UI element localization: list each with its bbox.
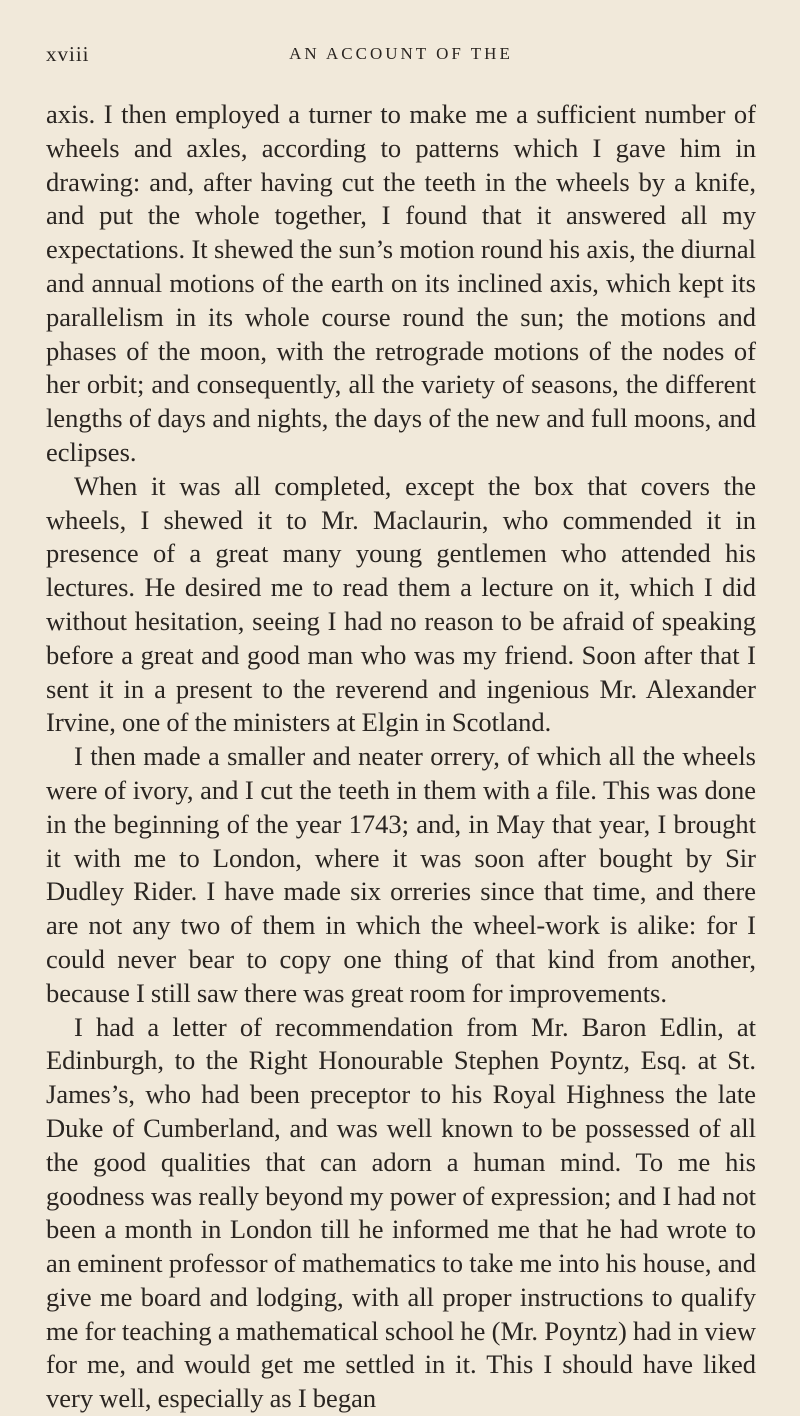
body-text xyxy=(46,98,756,1416)
paragraph-4: I had a letter of recommendation from Mr. Baron Edlin, at Edinburgh, to the Right Honourable Stephen Poyntz, Esq. at St. James’s, who had been preceptor to his Royal Highness the late Duke of Cumberland, and was well known to be possessed of all the good qualities that can adorn a human mind. To me his goodness was really beyond my power of expression; and I had not been a month in London till he informed me that he had wrote to an eminent professor of mathematics to take me into his house, and give me board and lodging, with all proper instructions to qualify me for teaching a mathematical school he (Mr. Poyntz) had in view for me, and would get me settled in it. This I should have liked very well, especially as I began xyxy=(46,1011,756,1414)
paragraph-2: When it was all completed, except the box that covers the wheels, I shewed it to Mr. Maclaurin, who commended it in presence of a great many young gentlemen who attended his lectures. He desired me to read them a lecture on it, which I did without hesitation, seeing I had no reason to be afraid of speaking before a great and good man who was my friend. Soon after that I sent it in a present to the reverend and ingenious Mr. Alexander Irvine, one of the ministers at Elgin in Scotland. xyxy=(46,470,756,738)
paragraph-1: axis. I then employed a turner to make me a sufficient number of wheels and axles, according to patterns which I gave him in drawing: and, after having cut the teeth in the wheels by a knife, and put the whole together, I found that it answered all my expectations. It shewed the sun’s motion round his axis, the diurnal and annual motions of the earth on its inclined axis, which kept its parallelism in its whole course round the sun; the motions and phases of the moon, with the retrograde motions of the nodes of her orbit; and consequently, all the variety of seasons, the different lengths of days and nights, the days of the new and full moons, and eclipses. xyxy=(46,99,756,467)
running-head xyxy=(46,42,756,72)
paragraph-3: I then made a smaller and neater orrery, of which all the wheels were of ivory, and I cut the teeth in them with a file. This was done in the beginning of the year 1743; and, in May that year, I brought it with me to London, where it was soon after bought by Sir Dudley Rider. I have made six orreries since that time, and there are not any two of them in which the wheel-work is alike: for I could never bear to copy one thing of that kind from another, because I still saw there was great room for improvements. xyxy=(46,741,756,1008)
running-title: AN ACCOUNT OF THE xyxy=(289,44,513,63)
page-number: xviii xyxy=(46,42,90,66)
